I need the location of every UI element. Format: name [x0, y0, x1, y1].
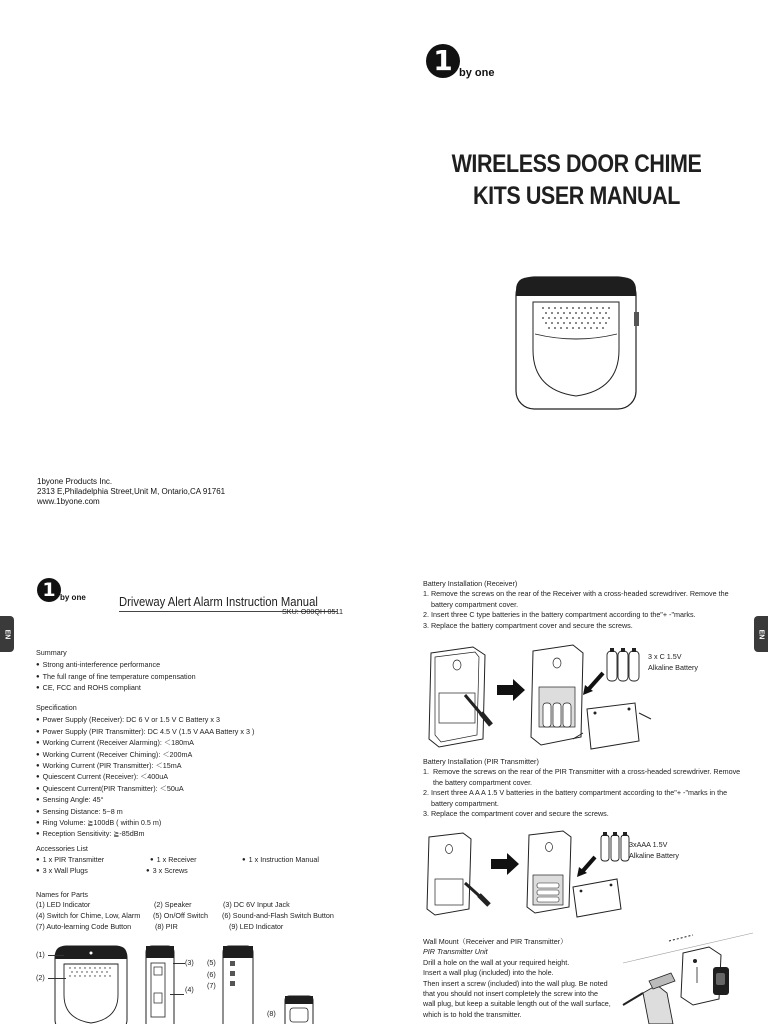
battery-qty: 3xAAA 1.5V [629, 840, 668, 849]
front-cover-panel [385, 0, 768, 545]
summary-item: ● CE, FCC and ROHS compliant [36, 683, 196, 694]
summary-item: ● Strong anti-interference performance [36, 660, 196, 671]
step-line: 1. Remove the screws on the rear of the Receiver with a cross-headed screwdriver. Remove the [423, 589, 729, 599]
sku-label: SKU: O00QH-0511 [282, 607, 343, 616]
wall-mount-subtitle: PIR Transmitter Unit [423, 947, 488, 957]
step-line: 2. Insert three C type batteries in the battery compartment according to the"+ -"marks. [423, 610, 696, 620]
accessory-item: ● 3 x Screws [146, 866, 188, 877]
back-cover-panel [0, 0, 385, 545]
part-name: (9) LED Indicator [229, 922, 284, 931]
callout-1: (1) [36, 950, 45, 959]
cover-title-line1: WIRELESS DOOR CHIME [451, 150, 702, 178]
pir-battery-illustration [425, 829, 655, 919]
wall-mount-section [423, 937, 633, 1020]
spec-item: ● Sensing Angle: 45° [36, 795, 254, 806]
step-line: 3. Replace the battery compartment cover and secure the screws. [423, 620, 633, 630]
accessories-list [36, 855, 356, 877]
specification-title: Specification [36, 703, 77, 712]
language-tab-label: EN [3, 629, 11, 639]
pir-side-drawing [220, 943, 256, 1024]
summary-item: ● The full range of fine temperature compensation [36, 672, 196, 683]
part-name: (6) Sound-and-Flash Switch Button [222, 911, 334, 920]
receiver-battery-section [423, 579, 729, 631]
callout-line [173, 963, 185, 964]
part-name: (3) DC 6V Input Jack [223, 900, 290, 909]
part-name: (5) On/Off Switch [153, 911, 208, 920]
wall-line: that you should not insert completely the screw into the [423, 989, 598, 999]
language-tab-label: EN [757, 629, 765, 639]
step-line: the battery compartment cover. [423, 777, 533, 787]
part-name: (1) LED Indicator [36, 900, 91, 909]
cover-title-line2: KITS USER MANUAL [473, 182, 680, 210]
callout-line [48, 955, 64, 956]
company-address [37, 477, 225, 507]
pir-battery-section [423, 757, 741, 819]
callout-8: (8) [267, 1009, 276, 1018]
callout-3: (3) [185, 958, 194, 967]
spec-item: ● Working Current (Receiver Chiming): ＜200mA [36, 750, 254, 761]
manual-page-2 [385, 545, 768, 1024]
spec-item: ● Power Supply (Receiver): DC 6 V or 1.5 V C Battery x 3 [36, 715, 254, 726]
summary-section [36, 648, 196, 695]
battery-qty: 3 x C 1.5V [648, 652, 682, 661]
wall-mount-drill-illustration [613, 923, 758, 1024]
step-line: 1. Remove the screws on the rear of the PIR Transmitter with a cross-headed screwdriver. Remove [423, 767, 741, 777]
pir-front-drawing [283, 993, 315, 1024]
callout-6: (6) [207, 970, 216, 979]
accessories-title: Accessories List [36, 844, 88, 853]
parts-title: Names for Parts [36, 890, 88, 899]
part-name: (2) Speaker [154, 900, 192, 909]
receiver-side-drawing [143, 943, 179, 1024]
callout-line [48, 978, 66, 979]
street-address: 2313 E,Philadelphia Street,Unit M, Ontario,CA 91761 [37, 487, 226, 496]
logo-numeral: 1 [426, 44, 460, 78]
callout-4: (4) [185, 985, 194, 994]
callout-5: (5) [207, 958, 216, 967]
spec-item: ● Working Current (PIR Transmitter): ＜15mA [36, 761, 254, 772]
spec-item: ● Sensing Distance: 5~8 m [36, 807, 254, 818]
pir-battery-title: Battery Installation (PIR Transmitter) [423, 757, 539, 766]
step-line: 2. Insert three A A A 1.5 V batteries in the battery compartment according to the"+ -"marks in the [423, 788, 728, 798]
c-battery-icon [607, 648, 639, 681]
specification-section [36, 703, 254, 841]
spec-item: ● Quiescent Current(PIR Transmitter): ＜50uA [36, 784, 254, 795]
company-name: 1byone Products Inc. [37, 477, 113, 486]
callout-2: (2) [36, 973, 45, 982]
website-link[interactable]: www.1byone.com [37, 497, 100, 506]
manual-page-1 [0, 545, 385, 1024]
step-line: battery compartment. [423, 798, 499, 808]
wall-line: Insert a wall plug (included) into the hole. [423, 968, 554, 978]
manual-title: Driveway Alert Alarm Instruction Manual [119, 595, 318, 609]
spec-item: ● Quiescent Current (Receiver): ＜400uA [36, 772, 254, 783]
part-name: (7) Auto-learning Code Button [36, 922, 132, 931]
receiver-product-drawing [513, 272, 643, 414]
step-line: battery compartment cover. [423, 599, 519, 609]
wall-line: wall plug, but keep a suitable length out of the wall surface, [423, 999, 611, 1009]
aaa-battery-icon [601, 832, 629, 861]
spec-item: ● Reception Sensitivity: ≧-85dBm [36, 829, 254, 840]
logo-text: by one [459, 67, 495, 79]
accessory-item: ● 3 x Wall Plugs [36, 866, 88, 877]
step-line: 3. Replace the compartment cover and secure the screws. [423, 809, 609, 819]
accessory-item: ● 1 x Receiver [150, 855, 197, 866]
spec-item: ● Working Current (Receiver Alarming): ＜180mA [36, 738, 254, 749]
receiver-battery-title: Battery Installation (Receiver) [423, 579, 518, 588]
pir-battery-label [629, 839, 679, 861]
accessory-item: ● 1 x Instruction Manual [242, 855, 319, 866]
battery-type: Alkaline Battery [629, 851, 679, 860]
callout-line [170, 994, 184, 995]
battery-type: Alkaline Battery [648, 663, 698, 672]
wall-line: Then insert a screw (included) into the wall plug. Be noted [423, 978, 608, 988]
language-tab-en[interactable] [0, 616, 14, 652]
summary-title: Summary [36, 648, 67, 657]
manual-logo-numeral: 1 [37, 578, 61, 602]
callout-7: (7) [207, 981, 216, 990]
manual-logo-text: by one [60, 593, 86, 602]
part-name: (4) Switch for Chime, Low, Alarm [36, 911, 141, 920]
spec-item: ● Power Supply (PIR Transmitter): DC 4.5 V (1.5 V AAA Battery x 3 ) [36, 727, 254, 738]
accessory-item: ● 1 x PIR Transmitter [36, 855, 104, 866]
parts-list [36, 900, 356, 932]
wall-line: Drill a hole on the wall at your required height. [423, 957, 570, 967]
spec-item: ● Ring Volume: ≧100dB ( within 0.5 m) [36, 818, 254, 829]
language-tab-en-right[interactable] [754, 616, 768, 652]
part-name: (8) PIR [155, 922, 178, 931]
receiver-battery-label [648, 651, 698, 673]
wall-line: which is to hold the transmitter. [423, 1009, 522, 1019]
wall-mount-title: Wall Mount（Receiver and PIR Transmitter） [423, 937, 568, 946]
